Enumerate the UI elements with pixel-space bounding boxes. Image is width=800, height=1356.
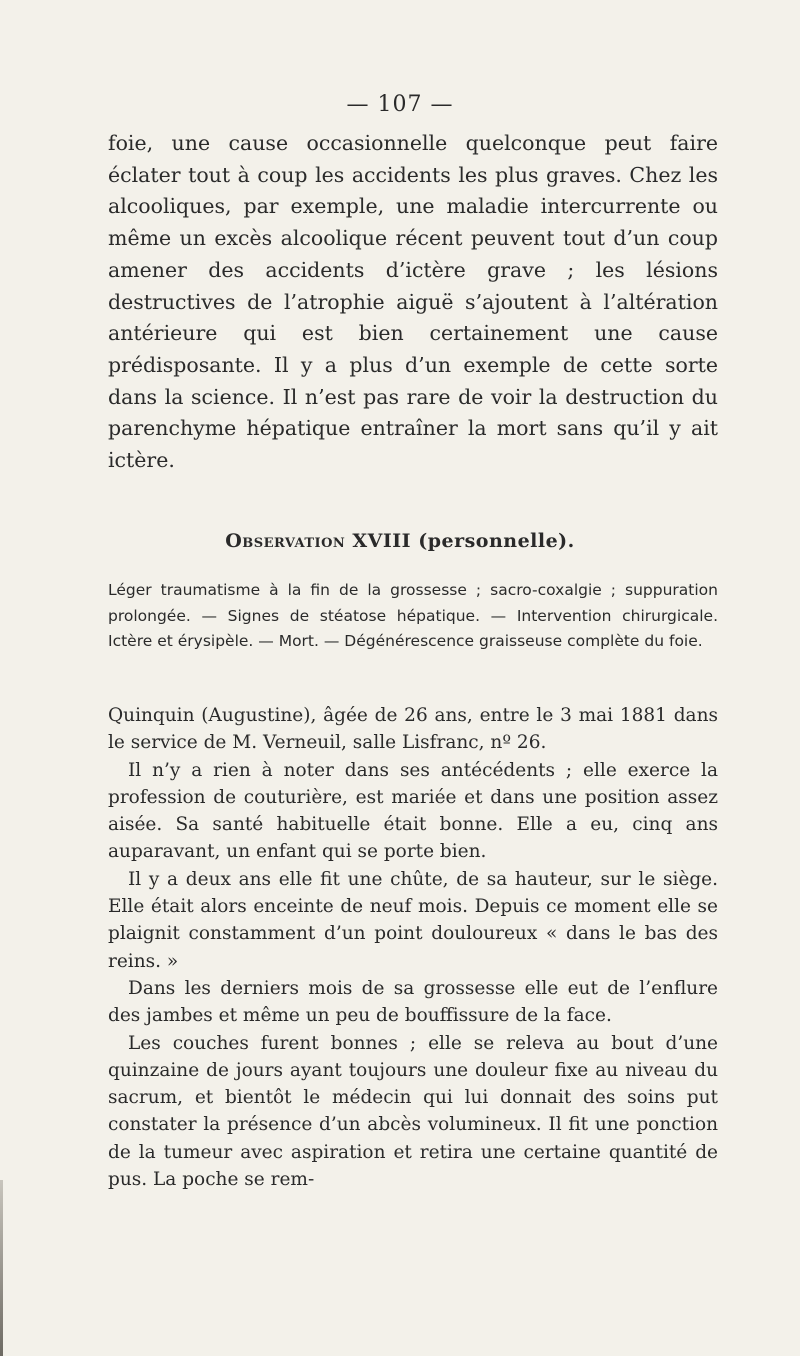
case-paragraph: Les couches furent bonnes ; elle se releva au bout d’une quinzaine de jours ayant toujours une douleur fixe au niveau du sacrum, et bientôt le médecin qui lui donnait des soins put constater la présence d’un abcès volumineux. Il fit une ponction de la tumeur avec aspiration et retira une certaine quantité de pus. La poche se rem- (108, 1032, 718, 1191)
observation-heading (0, 530, 800, 552)
intro-paragraph: foie, une cause occasionnelle quelconque peut faire éclater tout à coup les accidents les plus graves. Chez les alcooliques, par exemple, une maladie intercurrente ou même un excès alcoolique récent peuvent tout d’un coup amener des accidents d’ictère grave ; les lésions destructives de l’atrophie aiguë s’ajoutent à l’altération antérieure qui est bien certainement une cause prédisposante. Il y a plus d’un exemple de cette sorte dans la science. Il n’est pas rare de voir la destruction du parenchyme hépatique entraîner la mort sans qu’il y ait ictère. (108, 131, 718, 473)
case-paragraph: Il y a deux ans elle fit une chûte, de sa hauteur, sur le siège. Elle était alors enceinte de neuf mois. Depuis ce moment elle se plaignit constamment d’un point douloureux « dans le bas des reins. » (108, 868, 718, 972)
case-paragraph: Il n’y a rien à noter dans ses antécédents ; elle exerce la profession de couturière, est mariée et dans une position assez aisée. Sa santé habituelle était bonne. Elle a eu, cinq ans auparavant, un enfant qui se porte bien. (108, 759, 718, 863)
page-edge-shadow (0, 1180, 3, 1356)
case-report (108, 702, 718, 1193)
observation-qualifier: (personnelle). (418, 530, 575, 552)
observation-label: Observation (225, 530, 346, 552)
observation-number: XVIII (352, 530, 412, 552)
case-paragraph: Quinquin (Augustine), âgée de 26 ans, entre le 3 mai 1881 dans le service de M. Verneuil, salle Lisfranc, nº 26. (108, 705, 718, 754)
observation-summary: Léger traumatisme à la fin de la grossesse ; sacro-coxalgie ; suppuration prolongée. — Signes de stéatose hépatique. — Intervention chirurgicale. Ictère et érysipèle. — Mort. — Dégénérescence graisseuse complète du foie. (108, 581, 718, 651)
case-paragraph: Dans les derniers mois de sa grossesse elle eut de l’enflure des jambes et même un peu de bouffissure de la face. (108, 977, 718, 1027)
page-number: — 107 — (346, 92, 454, 117)
